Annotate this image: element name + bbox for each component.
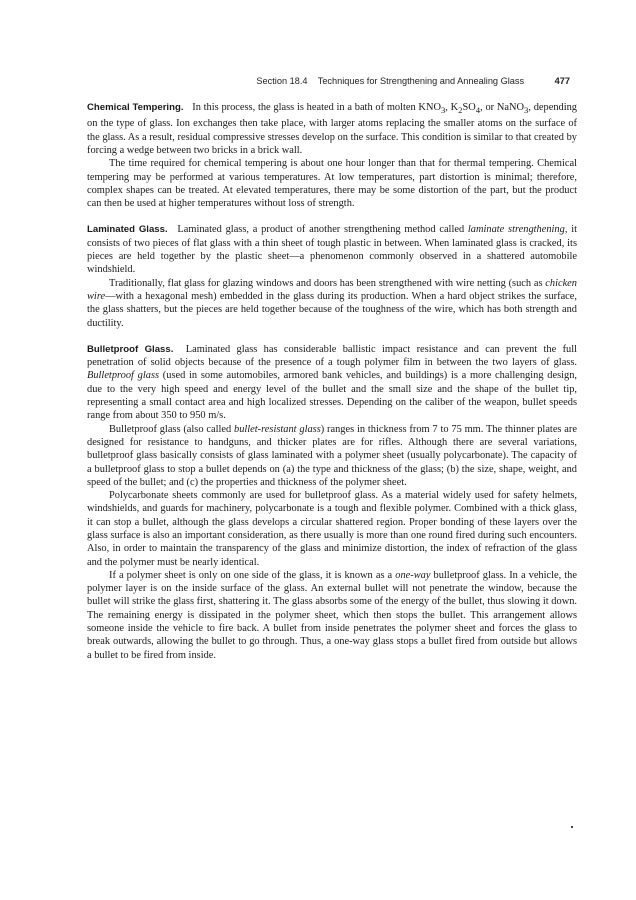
laminated-glass-paragraph-2: Traditionally, flat glass for glazing windows and doors has been strengthened with wire netting (such as chicken wire—with a hexagonal mesh) embedded in the glass during its production. When a hard object strikes the surface, the glass shatters, but the pieces are held together because of the toughness of the wire, which has both strength and ductility. [87,277,577,329]
page-speck [571,826,573,828]
bulletproof-glass-paragraph-1: Bulletproof Glass. Laminated glass has considerable ballistic impact resistance and can prevent the full penetration of solid objects because of the presence of a tough polymer film in between the two layers of glass. Bulletproof glass (used in some automobiles, armored bank vehicles, and buildings) is a more challenging design, due to the very high speed and energy level of the bullet and the small size and the shape of the bullet tip, representing a small contact area and high localized stresses. Depending on the caliber of the weapon, bullet speeds range from about 350 to 950 m/s. [87,343,578,422]
laminated-glass-paragraph-1: Laminated Glass. Laminated glass, a product of another strengthening method called laminate strengthening, it consists of two pieces of flat glass with a thin sheet of tough plastic in between. When laminated glass is cracked, its pieces are held together by the plastic sheet—a phenomenon commonly observed in a shattered automobile windshield. [87,224,577,276]
page-body [87,101,577,662]
bulletproof-glass-heading: Bulletproof Glass. [87,343,174,355]
chemical-tempering-paragraph-2: The time required for chemical tempering is about one hour longer than that for thermal tempering. Chemical tempering may be performed at various temperatures. At low temperatures, part distortion is minimal; therefore, complex shapes can be treated. At elevated temperatures, there may be some distortion of the part, but the product can then be used at higher temperatures without loss of strength. [87,158,577,210]
bulletproof-glass-paragraph-4: If a polymer sheet is only on one side of the glass, it is known as a one-way bulletproof glass. In a vehicle, the polymer layer is on the inside surface of the glass. An external bullet will not penetrate the window, because the bullet will strike the glass first, shattering it. The glass absorbs some of the energy of the bullet, thus slowing it down. The remaining energy is dissipated in the polymer sheet, which then stops the bullet. This arrangement allows someone inside the vehicle to fire back. A bullet from inside penetrates the polymer sheet and forces the glass to break outwards, allowing the bullet to go through. Thus, a one-way glass stops a bullet fired from outside but allows a bullet to be fired from inside. [87,569,577,661]
bulletproof-glass-paragraph-2: Bulletproof glass (also called bullet-resistant glass) ranges in thickness from 7 to 75 mm. The thinner plates are designed for resistance to handguns, and thicker plates are for rifles. Although there are several variations, bulletproof glass basically consists of glass laminated with a polymer sheet (usually polycarbonate). The capacity of a bulletproof glass to stop a bullet depends on (a) the type and thickness of the glass; (b) the size, shape, weight, and speed of the bullet; and (c) the properties and thickness of the polymer sheet. [87,423,577,488]
bulletproof-glass-paragraph-3: Polycarbonate sheets commonly are used for bulletproof glass. As a material widely used for safety helmets, windshields, and guards for machinery, polycarbonate is a tough and flexible polymer. Combined with a thick glass, it can stop a bullet, although the glass develops a circular shattered region. Proper bonding of these layers over the glass surface is also an important consideration, as there usually is more than one round fired during such encounters. Also, in order to maintain the transparency of the glass and minimize distortion, the index of refraction of the glass and the polymer must be nearly identical. [87,490,577,568]
emphasis-term: bullet-resistant glass [234,423,321,435]
laminated-glass-heading: Laminated Glass. [87,224,168,236]
section-number: Section 18.4 [256,76,308,86]
emphasis-term: Bulletproof glass [87,370,160,382]
chemical-tempering-paragraph-1: Chemical Tempering. In this process, the glass is heated in a bath of molten $KNO_3$, $K_2SO_4$, or NaNO$_3$, depending on the type of glass. Ion exchanges then take place, with larger atoms replacing the smaller atoms on the surface of the glass. As a result, residual compressive stresses develop on the surface. This condition is similar to that created by forcing a wedge between two bricks in a brick wall. [87,102,577,156]
page-number: 477 [554,76,570,86]
emphasis-term: laminate strengthening, [467,224,568,236]
emphasis-term: one-way [395,569,431,581]
chemical-tempering-heading: Chemical Tempering. [87,102,184,113]
running-head [256,76,570,86]
emphasis-term: chicken wire [87,277,577,302]
section-title: Techniques for Strengthening and Annealing Glass [317,76,525,86]
